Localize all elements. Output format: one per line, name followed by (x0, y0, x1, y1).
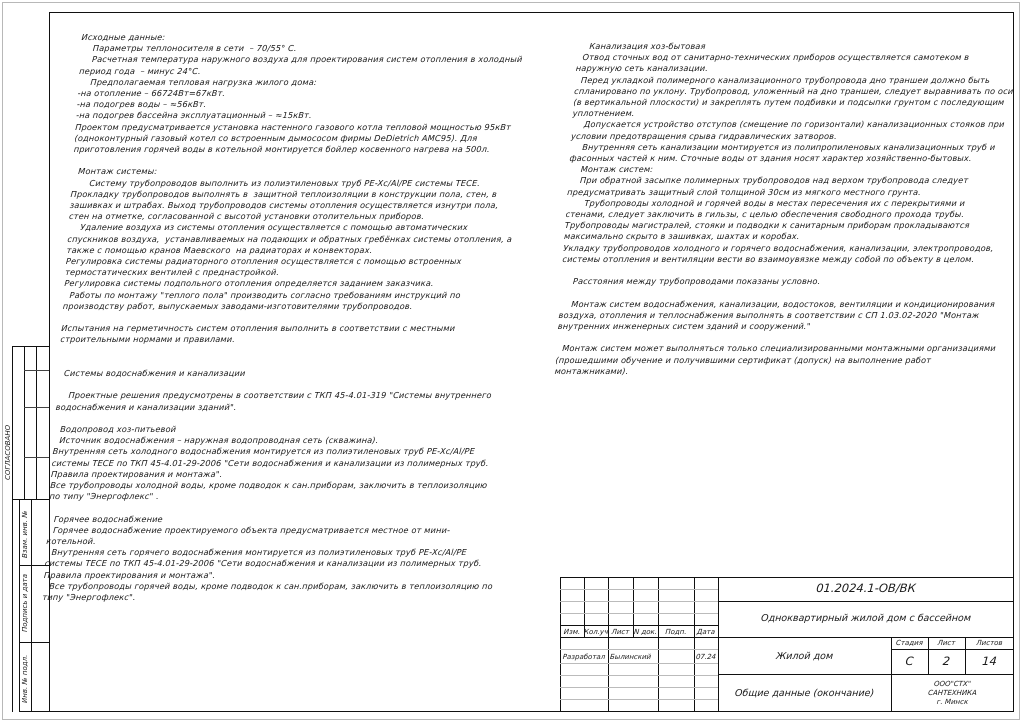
stamp-line (24, 457, 49, 458)
stamp-line (36, 346, 37, 499)
tb-org-line2: САНТЕХНИКА (927, 689, 978, 697)
note-paragraph: Систему трубопроводов выполнить из полиэтиленовых труб PE-Xc/Al/PE системы TECE. Прокладку трубопроводов выполнять в защитной теплоизоляции в конструкции пола, стен, в зашивках и штрабах. Выход трубопроводов системы отопления осуществляется изнутри пола, стен на отметке, согласованной с высотой установки отопительных приборов. (68, 177, 502, 222)
note-paragraph: Внутренняя сеть холодного водоснабжения монтируется из полиэтиленовых труб PE-Xc/Al/PE системы TECE по ТКП 45-4.01-29-2006 "Сети водоснабжения и канализации из полимерных труб. Правила проектирования и монтажа". (50, 446, 492, 479)
note-paragraph: Системы водоснабжения и канализации (63, 368, 246, 379)
tb-line (891, 649, 1014, 650)
note-paragraph: Работы по монтажу "теплого пола" производить согласно требованиям инструкций по производству работ, выпускаемых заводами-изготовителями трубопроводов. (62, 289, 464, 311)
tb-line (560, 577, 1014, 578)
note-paragraph: Монтаж систем может выполняться только специализированными монтажными организациями (прошедшими обучение и получившими сертификат (допуск) на выполнение работ монтажниками). (554, 343, 999, 376)
tb-line (560, 625, 718, 626)
note-paragraph: Отвод сточных вод от санитарно-технических приборов осуществляется самотеком в наружную сеть канализации. (575, 52, 973, 74)
tb-org-city: г. Минск (936, 698, 969, 706)
tb-stage-label: Стадия (895, 639, 924, 647)
note-paragraph: Все трубопроводы холодной воды, кроме подводок к сан.приборам, заключить в теплоизоляцию по типу "Энергофлекс" . (49, 480, 491, 502)
tb-line (560, 649, 718, 650)
note-paragraph: Все трубопроводы горячей воды, кроме подводок к сан.приборам, заключить в теплоизоляцию по типу "Энергофлекс". (42, 580, 496, 603)
tb-line (560, 663, 718, 664)
note-paragraph: Монтаж систем водоснабжения, канализации, водостоков, вентиляции и кондиционирования воздуха, отопления и теплоснабжения выполнять в соответствии с СП 1.03.02-2020 "Монтаж внутренних инженерных систем зданий и сооружений." (557, 298, 999, 332)
stamp-line (19, 565, 49, 566)
stamp-line (24, 370, 49, 371)
tb-sheets-label: Листов (976, 639, 1003, 647)
note-paragraph: Допускается устройство отступов (смещение по горизонтали) канализационных стояков при условии предотвращения срыва гидравлических затворов. (570, 119, 1008, 141)
tb-line (694, 577, 695, 712)
notes-left-column (42, 32, 532, 603)
note-paragraph: Регулировка системы радиаторного отопления осуществляется с помощью встроенных термостатических вентилей с преднастройкой. (64, 256, 465, 278)
note-paragraph: Регулировка системы подпольного отопления определяется заданием заказчика. (64, 278, 435, 289)
blank-line (58, 357, 509, 368)
tb-header-n-dok: N док. (633, 628, 658, 636)
note-paragraph: Монтаж систем: (580, 164, 654, 175)
stamp-line (24, 407, 49, 408)
blank-line (48, 502, 499, 513)
note-paragraph: -на подогрев воды – ≈56кВт. (76, 99, 207, 110)
title-block (560, 577, 1014, 712)
note-paragraph: Исходные данные: (81, 32, 166, 42)
tb-doc-code: 01.2024.1-ОВ/ВК (815, 581, 917, 595)
blank-line (561, 265, 1002, 276)
tb-line (658, 577, 659, 712)
tb-line (560, 675, 718, 676)
note-paragraph: -на отопление – 66724Вт=67кВт. (77, 88, 226, 99)
tb-header-kol-uch: Кол.уч (583, 628, 609, 636)
note-paragraph: Проектные решения предусмотрены в соответствии с ТКП 45-4.01-319 "Системы внутреннего водоснабжения и канализации зданий". (55, 390, 495, 412)
note-paragraph: Расстояния между трубопроводами показаны условно. (572, 276, 821, 287)
blank-line (55, 413, 506, 424)
tb-line (560, 687, 718, 688)
note-paragraph: Водопровод хоз-питьевой (59, 424, 177, 435)
note-paragraph: Параметры теплоносителя в сети – 70/55° С. (92, 43, 298, 54)
tb-line (718, 674, 1014, 675)
tb-header-list: Лист (611, 628, 630, 636)
note-paragraph: -на подогрев бассейна эксплуатационный – ≈15кВт. (75, 110, 313, 121)
note-paragraph: Источник водоснабжения – наружная водопроводная сеть (скважина). (59, 435, 379, 446)
tb-project-name: Одноквартирный жилой дом с бассейном (760, 613, 972, 624)
tb-building: Жилой дом (775, 651, 834, 662)
note-paragraph: Канализация хоз-бытовая (589, 41, 706, 51)
tb-line (608, 577, 609, 712)
tb-header-izm: Изм. (563, 628, 581, 636)
note-paragraph: Внутренняя сеть горячего водоснабжения монтируется из полиэтиленовых труб PE-Xc/Al/PE системы TECE по ТКП 45-4.01-29-2006 "Сети водоснабжения и канализации из полимерных труб. Правила проектирования и монтажа". (43, 547, 485, 580)
blank-line (62, 312, 513, 323)
note-paragraph: Перед укладкой полимерного канализационного трубопровода дно траншеи должно быть спланировано по уклону. Трубопровод, уложенный на дно траншеи, следует выравнивать по оси (в вертикальной плоскости) и закреплять путем подбивки и подсыпки грунтом с последующим уплотнением. (572, 74, 1020, 119)
note-paragraph: Предполагаемая тепловая нагрузка жилого дома: (90, 76, 318, 87)
blank-line (73, 155, 524, 166)
tb-developer-role: Разработал (562, 653, 606, 661)
tb-sheet-label: Лист (937, 639, 956, 647)
tb-line (560, 637, 718, 638)
stamp-line (19, 711, 49, 712)
tb-line (560, 601, 718, 602)
blank-line (557, 332, 998, 343)
notes-right-column (554, 41, 1020, 377)
stamp-line (12, 346, 13, 712)
stamp-agreed-label: СОГЛАСОВАНО (4, 424, 12, 480)
tb-sheet-title: Общие данные (окончание) (734, 688, 875, 699)
tb-developer-date: 07.24 (695, 653, 717, 661)
tb-stage-value: С (904, 654, 915, 668)
stamp-line (24, 346, 25, 499)
tb-org-line1: ООО"СТХ" (933, 680, 972, 688)
note-paragraph: Монтаж системы: (77, 166, 158, 177)
stamp-vzam-inv-label: Взам. инв. № (21, 510, 29, 558)
tb-developer-name: Былинский (609, 653, 652, 661)
tb-header-data: Дата (696, 628, 716, 636)
note-paragraph: Испытания на герметичность систем отопления выполнить в соответствии с местными строительными нормами и правилами. (60, 323, 459, 345)
note-paragraph: Внутренняя сеть канализации монтируется из полипропиленовых канализационных труб и фасонных частей к ним. Сточные воды от здания носят характер хозяйственно-бытовых. (569, 141, 999, 164)
note-paragraph: Укладку трубопроводов холодного и горячего водоснабжения, канализации, электропроводов, системы отопления и вентиляции вести во взаимоувязке между собой по объекту в целом. (562, 242, 997, 264)
note-paragraph: При обратной засыпке полимерных трубопроводов над верхом трубопровода следует предусматривать защитный слой толщиной 30см из мягкого местного грунта. (566, 175, 972, 197)
stamp-signature-date-label: Подпись и дата (21, 574, 29, 632)
note-paragraph: Проектом предусматривается установка настенного газового котла тепловой мощностью 95кВт (одноконтурный газовый котел со встроенным дымососом фирмы DeDietrich AMC95). Для приготовления горячей воды в котельной монтируется бойлер косвенного нагрева на 500л. (73, 121, 515, 155)
note-paragraph: Расчетная температура наружного воздуха для проектирования систем отопления в холодный период года – минус 24°С. (78, 54, 526, 76)
stamp-inv-podl-label: Инв. № подл. (21, 654, 29, 703)
blank-line (59, 346, 510, 357)
tb-line (560, 613, 718, 614)
stamp-line (31, 499, 32, 712)
note-paragraph: Горячее водоснабжение (53, 513, 164, 524)
tb-sheets-value: 14 (981, 654, 998, 668)
stamp-line (12, 346, 49, 347)
note-paragraph: Трубопроводы холодной и горячей воды в местах пересечения их с перекрытиями и стенами, следует заключить в гильзы, с целью обеспечения свободного прохода трубы. Трубопроводы магистралей, стояки и подводки к санитарным приборам прокладываются максимально скрыто в зашивках, шахтах и коробах. (563, 197, 973, 242)
stamp-line (19, 642, 49, 643)
blank-line (560, 287, 1001, 298)
tb-line (560, 577, 561, 712)
tb-header-podp: Подп. (665, 628, 687, 636)
stamp-line (19, 499, 20, 712)
tb-sheet-value: 2 (942, 654, 951, 668)
note-paragraph: Удаление воздуха из системы отопления осуществляется с помощью автоматических спускников воздуха, устанавливаемых на подающих и обратных гребёнках системы отопления, а также с помощью кранов Маевского на радиаторах и конвекторах. (66, 222, 516, 255)
tb-line (560, 589, 718, 590)
blank-line (57, 379, 508, 390)
note-paragraph: Горячее водоснабжение проектируемого объекта предусматривается местное от мини-котельной. (46, 524, 451, 547)
tb-line (718, 601, 1014, 602)
tb-line (560, 699, 718, 700)
